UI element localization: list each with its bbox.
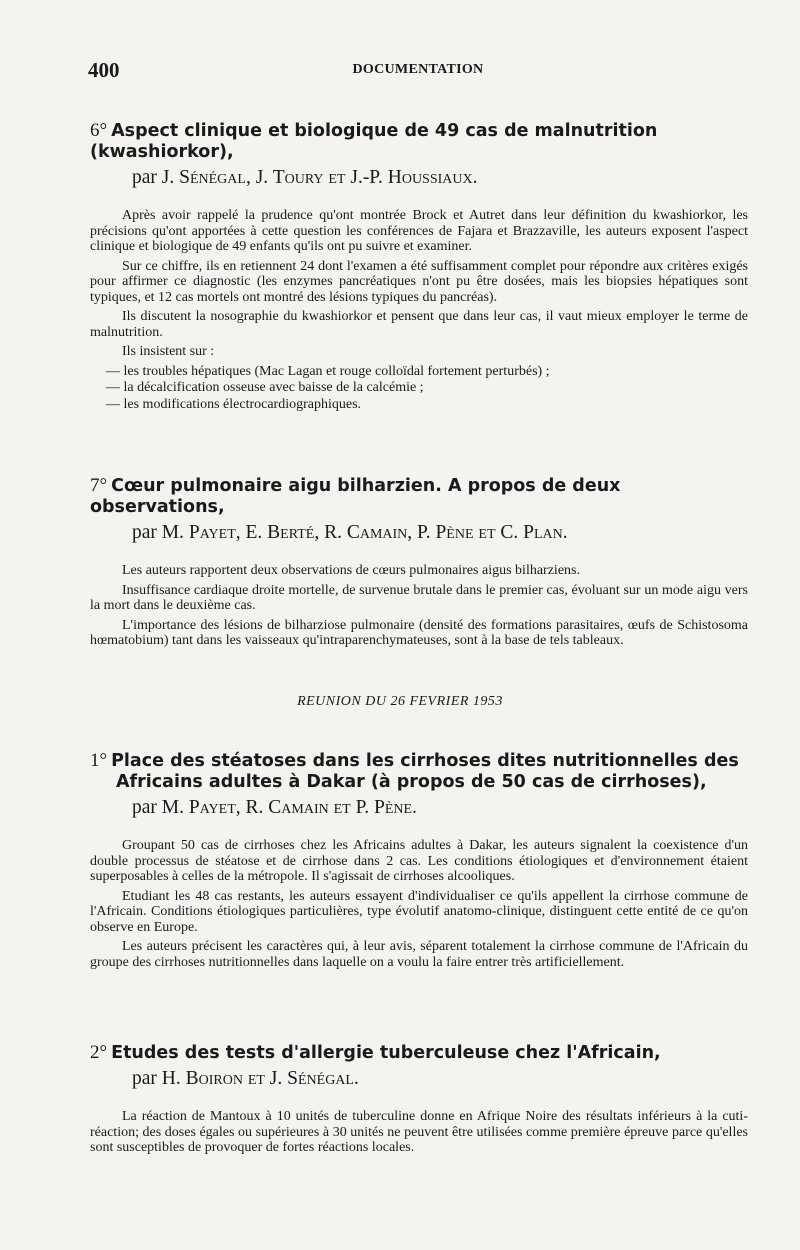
- article-title-text: Cœur pulmonaire aigu bilharzien. A propos de deux observations,: [90, 476, 621, 517]
- paragraph: Ils insistent sur :: [122, 344, 215, 359]
- article-7: [90, 475, 748, 653]
- article-title: [90, 475, 748, 518]
- article-title-text: Aspect clinique et biologique de 49 cas de malnutrition (kwashiorkor),: [90, 121, 658, 162]
- article-number: 2°: [90, 1042, 108, 1063]
- article-number: 7°: [90, 475, 108, 496]
- paragraph: Après avoir rappelé la prudence qu'ont montrée Brock et Autret dans leur définition du kwashiorkor, les précisions qu'ont apportées à cette question les conférences de Fajara et Brazzaville, les auteurs exposent l'aspect clinique et biologique de 49 enfants qu'ils ont pu suivre et examiner.: [90, 208, 748, 254]
- running-header: [88, 58, 748, 84]
- article-title-line: Place des stéatoses dans les cirrhoses dites nutritionnelles des: [111, 751, 739, 771]
- paragraph: L'importance des lésions de bilharziose pulmonaire (densité des formations parasitaires, œufs de Schistosoma hœmatobium) tant dans les vaisseaux qu'intraparenchymateuses, sont à la base de tels tableaux.: [90, 617, 748, 648]
- paragraph: Ils discutent la nosographie du kwashiorkor et pensent que dans leur cas, il vaut mieux employer le terme de malnutrition.: [90, 309, 748, 340]
- article-body: [90, 208, 748, 412]
- meeting-heading: REUNION DU 26 FEVRIER 1953: [297, 694, 503, 709]
- article-body: [90, 838, 748, 970]
- list-item: — les troubles hépatiques (Mac Lagan et rouge colloïdal fortement perturbés) ;: [106, 364, 748, 380]
- findings-list: [90, 364, 748, 413]
- article-authors: par J. Sénégal, J. Toury et J.-P. Houssiaux.: [132, 167, 478, 188]
- article-title-line: Africains adultes à Dakar (à propos de 50 cas de cirrhoses),: [116, 772, 707, 792]
- paragraph: Groupant 50 cas de cirrhoses chez les Africains adultes à Dakar, les auteurs signalent la coexistence d'un double processus de stéatose et de cirrhose dans 2 cas. Les conditions étiologiques et d'environnement étaient superposables à celles de la métropole. Il s'agissait de cirrhoses alcooliques.: [90, 838, 748, 884]
- paragraph: Les auteurs rapportent deux observations de cœurs pulmonaires aigus bilharziens.: [122, 563, 580, 578]
- article-authors: par M. Payet, R. Camain et P. Pène.: [132, 797, 417, 818]
- article-number: 1°: [90, 750, 108, 771]
- article-title: [90, 1042, 748, 1064]
- article-2: [90, 1042, 748, 1160]
- paragraph: Les auteurs précisent les caractères qui, à leur avis, séparent totalement la cirrhose commune de l'Africain du groupe des cirrhoses nutritionnelles dans laquelle on a voulu la faire entrer très artificiellement.: [90, 939, 748, 970]
- article-number: 6°: [90, 120, 108, 141]
- article-title: [90, 120, 748, 163]
- article-title-text: Etudes des tests d'allergie tuberculeuse chez l'Africain,: [111, 1043, 661, 1063]
- paragraph: Insuffisance cardiaque droite mortelle, de survenue brutale dans le premier cas, évoluant sur un mode aigu vers la mort dans le deuxième cas.: [90, 582, 748, 613]
- article-authors: par M. Payet, E. Berté, R. Camain, P. Pène et C. Plan.: [132, 522, 568, 543]
- article-body: [90, 563, 748, 649]
- article-title: [90, 750, 748, 793]
- article-6: [90, 120, 748, 413]
- list-item: — les modifications électrocardiographiques.: [106, 397, 748, 413]
- journal-title: DOCUMENTATION: [352, 62, 484, 77]
- list-item: — la décalcification osseuse avec baisse de la calcémie ;: [106, 380, 748, 396]
- article-body: [90, 1109, 748, 1156]
- paragraph: Sur ce chiffre, ils en retiennent 24 dont l'examen a été suffisamment complet pour répondre aux critères exigés pour affirmer ce diagnostic (les enzymes pancréatiques n'ont pu être dosées, mais les biopsies hépatiques sont typiques, et 12 cas mortels ont montré des lésions typiques du pancréas).: [90, 258, 748, 305]
- paragraph: Etudiant les 48 cas restants, les auteurs essayent d'individualiser ce qu'ils appellent la cirrhose commune de l'Africain. Conditions étiologiques particulières, type évolutif anatomo-clinique, distinguent cette entité de ce qu'on observe en Europe.: [90, 888, 748, 935]
- page-number: 400: [88, 58, 120, 82]
- article-authors: par H. Boiron et J. Sénégal.: [132, 1068, 359, 1089]
- article-1: [90, 750, 748, 974]
- paragraph: La réaction de Mantoux à 10 unités de tuberculine donne en Afrique Noire des résultats inférieurs à la cuti-réaction; des doses égales ou supérieures à 30 unités ne peuvent être utilisées comme première épreuve parce qu'elles sont susceptibles de provoquer de fortes réactions locales.: [90, 1109, 748, 1155]
